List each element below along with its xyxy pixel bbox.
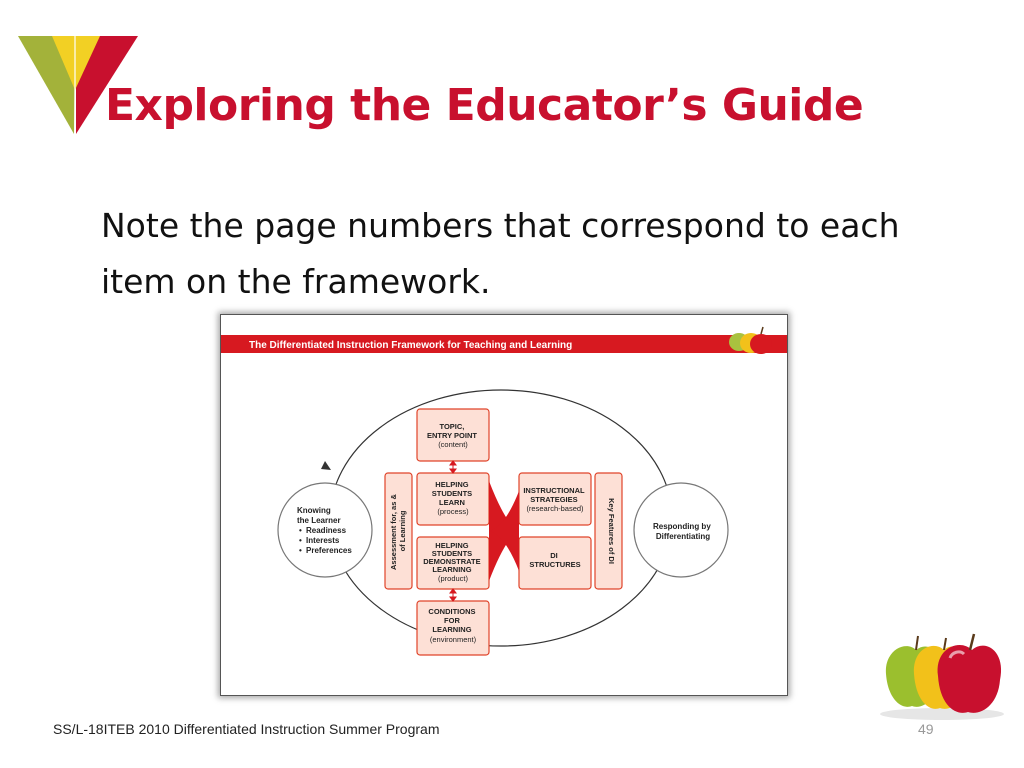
slide-title: Exploring the Educator’s Guide	[105, 80, 864, 131]
responding-label: Responding by Differentiating	[652, 522, 711, 541]
banner-text: The Differentiated Instruction Framework for Teaching and Learning	[249, 340, 573, 351]
page-number: 49	[918, 721, 934, 737]
helping-learn-label: HELPING STUDENTS LEARN (process)	[431, 480, 473, 516]
topic-label: TOPIC, ENTRY POINT (content)	[426, 422, 477, 449]
knowing-learner-label: Knowing the Learner	[297, 506, 341, 525]
banner-apple-icon	[729, 327, 772, 354]
slide-subtitle: Note the page numbers that correspond to each item on the framework.	[101, 206, 900, 301]
key-features-label: Key Features of DI	[607, 498, 616, 564]
slide-footer: SS/L-18ITEB 2010 Differentiated Instruction Summer Program	[53, 721, 440, 737]
framework-diagram	[221, 315, 787, 695]
structures-label: DI STRUCTURES	[529, 551, 581, 569]
conditions-label: CONDITIONS FOR LEARNING (environment)	[428, 607, 477, 644]
assessment-label: Assessment for, as & of Learning	[389, 494, 407, 570]
apples-icon	[872, 622, 1012, 722]
knowing-learner-bullets: • Readiness • Interests • Preferences	[299, 526, 352, 555]
helping-demonstrate-label: HELPING STUDENTS DEMONSTRATE LEARNING (product)	[423, 541, 481, 583]
cycle-arrow-icon	[321, 461, 331, 470]
framework-figure	[220, 314, 788, 696]
strategies-label: INSTRUCTIONAL STRATEGIES (research-based)	[523, 486, 585, 513]
